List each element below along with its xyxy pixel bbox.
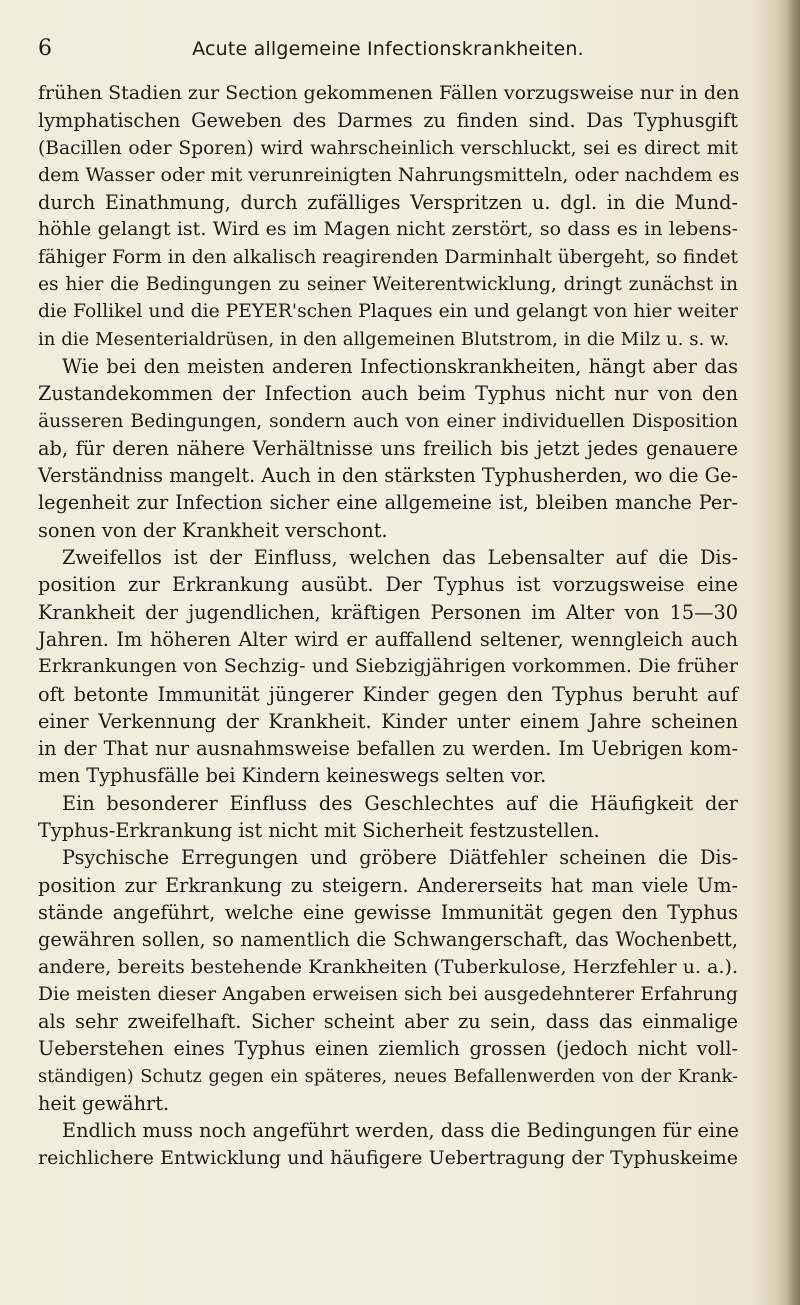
text-line: ständigen) Schutz gegen ein späteres, neues Befallenwerden von der Krank- [38,1065,738,1087]
text-line: Verständniss mangelt. Auch in den stärksten Typhusherden, wo die Ge- [38,464,738,488]
text-line: dem Wasser oder mit verunreinigten Nahrungsmitteln, oder nachdem es [38,163,740,186]
paragraph-start-line: Endlich muss noch angeführt werden, dass die Bedingungen für eine [62,1119,739,1143]
text-line: fähiger Form in den alkalisch reagirenden Darminhalt übergeht, so findet [38,246,739,268]
text-line: einer Verkennung der Krankheit. Kinder unter einem Jahre scheinen [38,709,738,733]
text-line: (Bacillen oder Sporen) wird wahrscheinlich verschluckt, sei es direct mit [38,137,738,159]
text-line: Jahren. Im höheren Alter wird er auffallend seltener, wenngleich auch [38,627,738,651]
text-line: gewähren sollen, so namentlich die Schwangerschaft, das Wochenbett, [38,928,738,952]
text-line: ab, für deren nähere Verhältnisse uns freilich bis jetzt jedes genauere [38,436,738,460]
text-line: Ueberstehen eines Typhus einen ziemlich grossen (jedoch nicht voll- [38,1037,738,1061]
text-line: reichlichere Entwicklung und häufigere Uebertragung der Typhuskeime [38,1146,738,1169]
text-line: heit gewährt. [38,1091,170,1115]
text-line: Erkrankungen von Sechzig- und Siebzigjährigen vorkommen. Die früher [38,655,738,678]
text-line: oft betonte Immunität jüngerer Kinder gegen den Typhus beruht auf [38,682,738,706]
text-line: lymphatischen Geweben des Darmes zu finden sind. Das Typhusgift [38,109,738,133]
text-line: men Typhusfälle bei Kindern keineswegs selten vor. [38,764,547,788]
paragraph-start-line: Psychische Erregungen und gröbere Diätfehler scheinen die Dis- [62,846,738,870]
text-line: andere, bereits bestehende Krankheiten (Tuberkulose, Herzfehler u. a.). [38,955,738,978]
page-edge-shadow [786,0,800,1305]
page-header [38,36,738,70]
text-line: stände angeführt, welche eine gewisse Immunität gegen den Typhus [38,900,738,924]
text-line: Krankheit der jugendlichen, kräftigen Personen im Alter von 15—30 [38,600,738,624]
paragraph-start-line: Wie bei den meisten anderen Infectionskrankheiten, hängt aber das [62,354,738,378]
text-line: in die Mesenterialdrüsen, in den allgemeinen Blutstrom, in die Milz u. s. w. [38,328,730,350]
paragraph-start-line: Ein besonderer Einfluss des Geschlechtes auf die Häufigkeit der [62,791,738,815]
text-line: Typhus-Erkrankung ist nicht mit Sicherheit festzustellen. [38,819,600,843]
text-line: position zur Erkrankung ausübt. Der Typhus ist vorzugsweise eine [38,573,738,597]
text-line: die Follikel und die PEYER'schen Plaques ein und gelangt von hier weiter [38,301,738,323]
text-line: äusseren Bedingungen, sondern auch von einer individuellen Disposition [38,410,738,432]
text-line: es hier die Bedingungen zu seiner Weiterentwicklung, dringt zunächst in [38,274,738,296]
text-line: höhle gelangt ist. Wird es im Magen nicht zerstört, so dass es in lebens- [38,218,738,241]
text-line: position zur Erkrankung zu steigern. Andererseits hat man viele Um- [38,873,738,897]
text-line: als sehr zweifelhaft. Sicher scheint aber zu sein, dass das einmalige [38,1010,738,1034]
text-line: sonen von der Krankheit verschont. [38,518,388,542]
text-line: legenheit zur Infection sicher eine allgemeine ist, bleiben manche Per- [38,491,738,515]
body-text [38,80,738,1172]
text-line: Zustandekommen der Infection auch beim Typhus nicht nur von den [38,382,738,406]
text-line: durch Einathmung, durch zufälliges Verspritzen u. dgl. in die Mund- [38,191,738,215]
text-line: frühen Stadien zur Section gekommenen Fällen vorzugsweise nur in den [38,82,740,104]
text-line: Die meisten dieser Angaben erweisen sich bei ausgedehnterer Erfahrung [38,983,738,1005]
paragraph-start-line: Zweifellos ist der Einfluss, welchen das Lebensalter auf die Dis- [62,546,738,570]
text-line: in der That nur ausnahmsweise befallen zu werden. Im Uebrigen kom- [38,737,738,761]
running-title: Acute allgemeine Infectionskrankheiten. [192,38,584,60]
page-number: 6 [38,36,52,61]
